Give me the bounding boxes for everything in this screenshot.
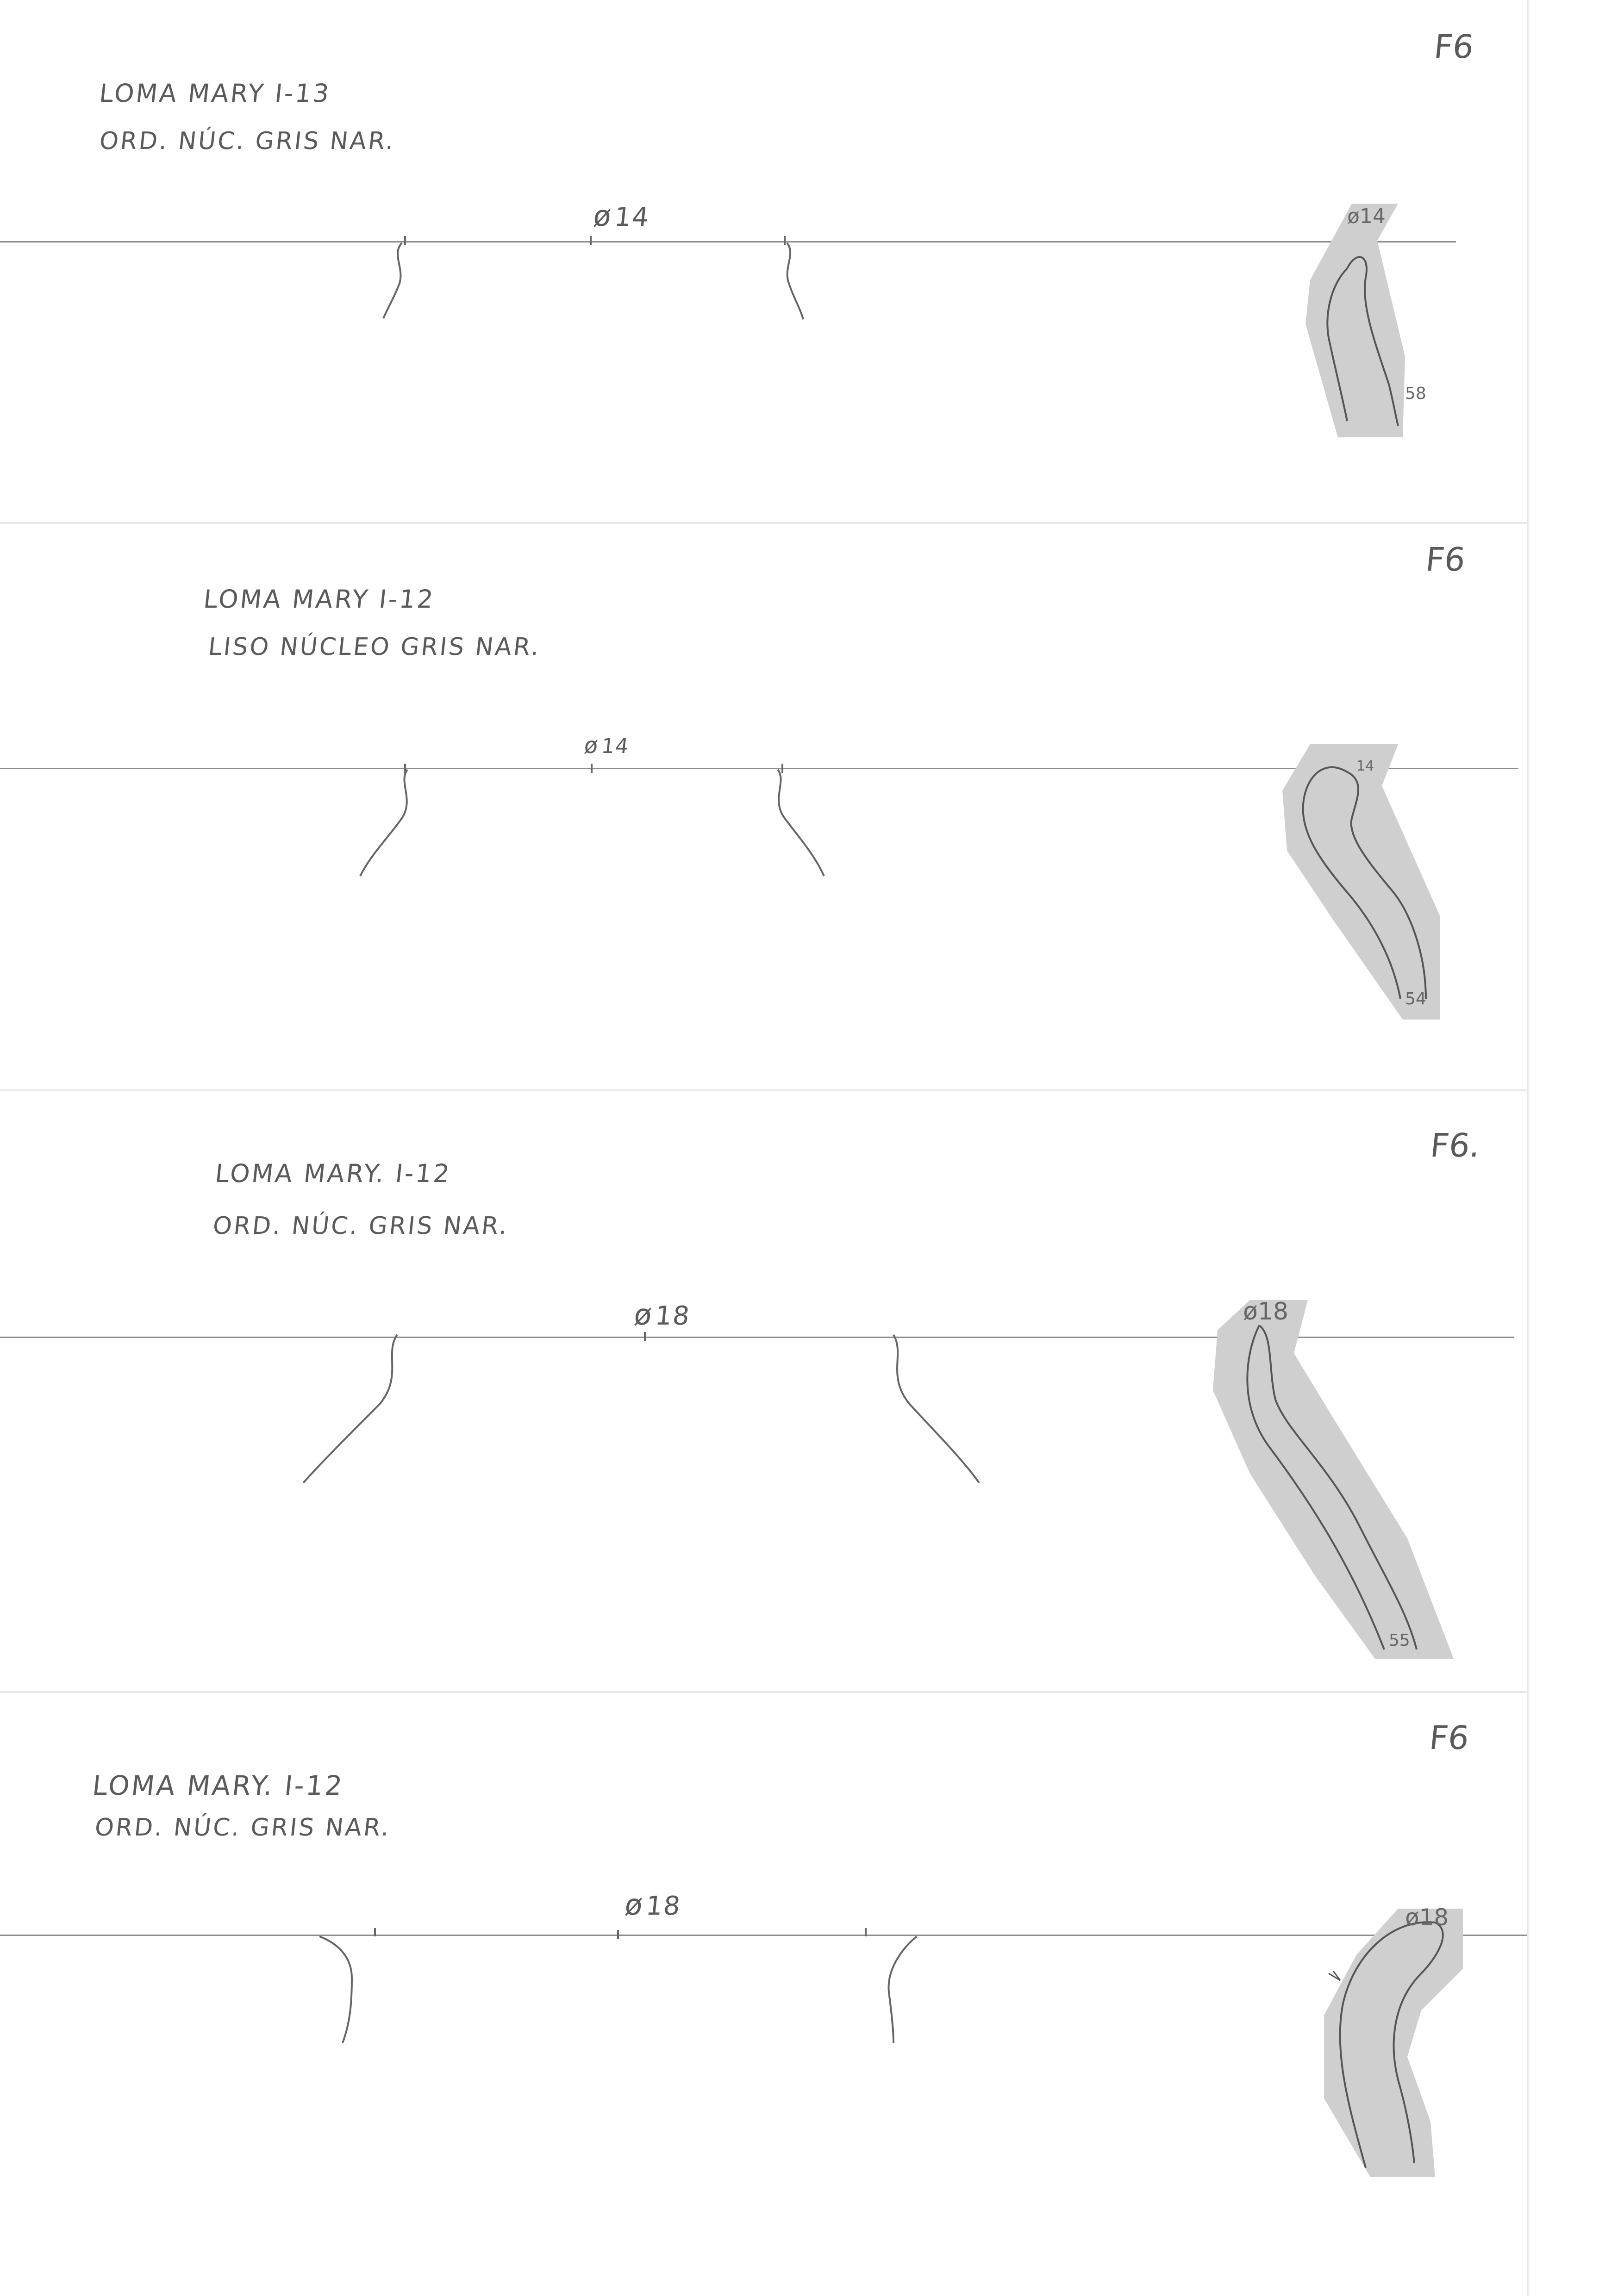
profile-line-left <box>360 770 407 876</box>
type-label: ORD. NÚC. GRIS NAR. <box>98 127 397 155</box>
site-label: LOMA MARY I-13 <box>98 79 332 108</box>
vessel-profile <box>0 1691 1527 2296</box>
section-svg <box>1315 1904 1468 2177</box>
section-diameter: ø18 <box>1405 1904 1449 1931</box>
section-drawing <box>1199 1298 1454 1659</box>
section-diameter: ø18 <box>1243 1298 1288 1325</box>
diameter-value: 14 <box>613 202 651 232</box>
diameter-symbol: ø <box>632 1298 655 1332</box>
section-diameter: 14 <box>1356 758 1374 774</box>
diameter-symbol: ø <box>583 733 600 759</box>
panel-1 <box>0 0 1527 522</box>
profile-line-left <box>383 243 402 318</box>
section-number: 54 <box>1405 989 1426 1008</box>
section-drawing <box>1315 1904 1468 2177</box>
profile-line-left <box>319 1936 352 2043</box>
site-label: LOMA MARY. I-12 <box>91 1770 346 1801</box>
page-code: F6 <box>1424 541 1468 579</box>
type-label: ORD. NÚC. GRIS NAR. <box>211 1212 511 1240</box>
section-number: 55 <box>1389 1631 1410 1650</box>
section-drawing <box>1296 204 1444 440</box>
panel-2 <box>0 522 1527 1089</box>
section-diameter: ø14 <box>1347 205 1386 228</box>
diameter-symbol: ø <box>592 199 614 233</box>
type-label: LISO NÚCLEO GRIS NAR. <box>206 633 543 661</box>
profile-line-right <box>787 243 803 319</box>
section-drawing <box>1278 740 1444 1020</box>
site-label: LOMA MARY. I-12 <box>213 1159 453 1188</box>
profile-line-left <box>303 1335 397 1483</box>
type-label: ORD. NÚC. GRIS NAR. <box>93 1814 393 1842</box>
profile-line-right <box>889 1936 917 2043</box>
section-number: 58 <box>1405 384 1426 403</box>
panel-3 <box>0 1089 1527 1691</box>
site-label: LOMA MARY I-12 <box>202 585 437 614</box>
profile-line-right <box>778 770 824 876</box>
diameter-value: 14 <box>600 734 631 758</box>
diameter-value: 18 <box>654 1301 692 1331</box>
section-svg <box>1296 204 1444 440</box>
profile-line-right <box>893 1335 979 1483</box>
diameter-value: 18 <box>644 1891 683 1921</box>
panel-4 <box>0 1691 1527 2296</box>
section-svg <box>1278 740 1444 1020</box>
page-code: F6 <box>1432 28 1476 66</box>
page-code: F6 <box>1427 1719 1471 1757</box>
diameter-symbol: ø <box>623 1888 645 1922</box>
section-svg <box>1199 1298 1454 1659</box>
page-code: F6. <box>1428 1126 1482 1164</box>
scan-edge <box>1527 0 1530 2296</box>
